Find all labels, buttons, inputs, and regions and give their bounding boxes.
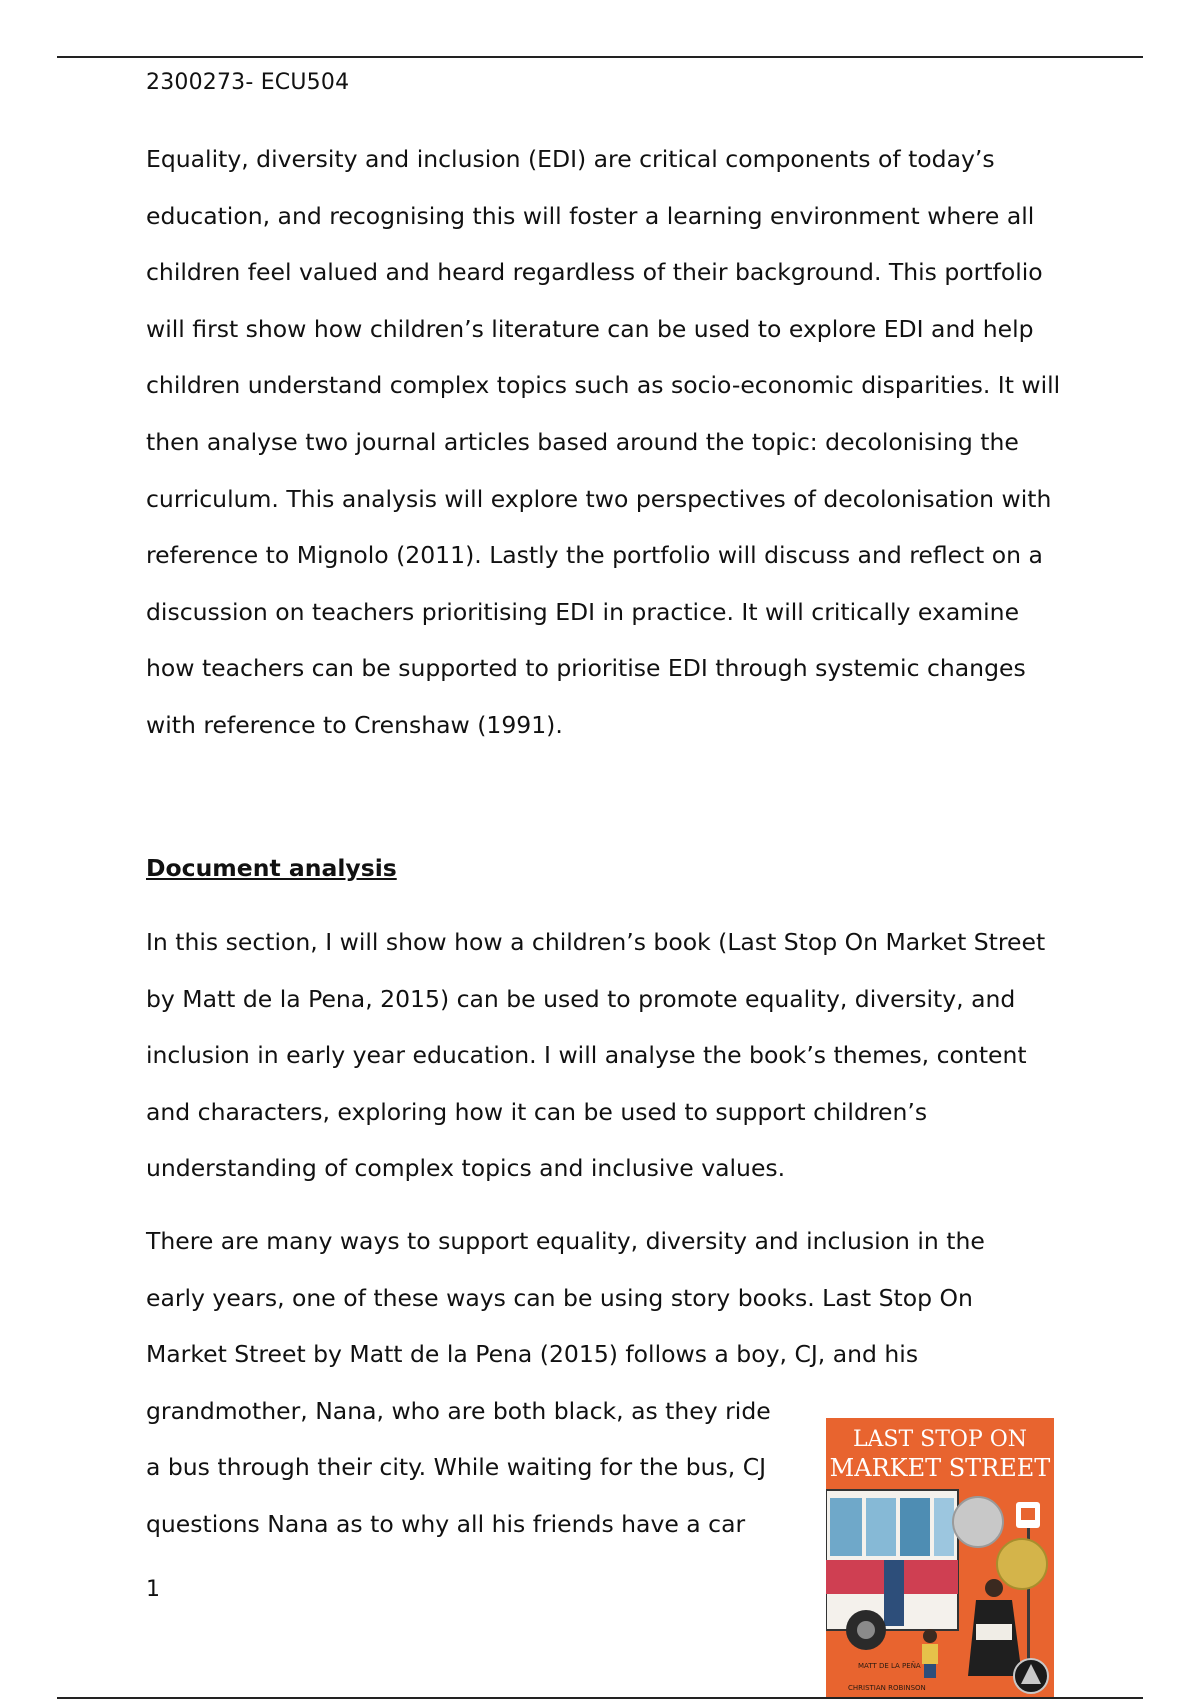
paragraph-line: early years, one of these ways can be using story books. Last Stop On xyxy=(146,1283,973,1312)
paragraph-line: Market Street by Matt de la Pena (2015) follows a boy, CJ, and his xyxy=(146,1340,919,1369)
header-rule xyxy=(57,56,1143,58)
bus-illustration xyxy=(826,1490,958,1650)
child-figure xyxy=(922,1629,938,1678)
intro-paragraph: Equality, diversity and inclusion (EDI) are critical components of today’s education, and recognising this will foster a learning environment where all children feel valued and heard regardless of their background. This portfolio will first show how children’s literature can be used to explore EDI and help children understand complex topics such as socio-economic disparities. It will then analyse two journal articles based around the topic: decolonising the curriculum. This analysis will explore two perspectives of decolonisation with reference to Mignolo (2011). Lastly the portfolio will discuss and reflect on a discussion on teachers prioritising EDI in practice. It will critically examine how teachers can be supported to prioritise EDI through systemic changes with reference to Crenshaw (1991). xyxy=(146,145,1061,739)
cover-illustrator-credit: CHRISTIAN ROBINSON xyxy=(848,1684,926,1692)
cover-title-line-1: LAST STOP ON xyxy=(852,1427,1028,1452)
paragraph-line: There are many ways to support equality, diversity and inclusion in the xyxy=(146,1227,985,1255)
cover-title-line-2: MARKET STREET xyxy=(829,1454,1051,1482)
paragraph-line: a bus through their city. While waiting for the bus, CJ xyxy=(146,1453,767,1482)
silver-medal-icon xyxy=(953,1497,1003,1547)
book-cover-image xyxy=(826,1418,1054,1698)
cover-author-credit: MATT DE LA PEÑA xyxy=(858,1662,921,1670)
document-header-id: 2300273- ECU504 xyxy=(146,70,350,95)
paragraph-line: questions Nana as to why all his friends have a car xyxy=(146,1509,746,1538)
section-heading-document-analysis: Document analysis xyxy=(146,854,397,882)
book-cover-illustration xyxy=(826,1418,1054,1698)
document-analysis-paragraph-1: In this section, I will show how a children’s book (Last Stop On Market Street by Matt de la Pena, 2015) can be used to promote equality, diversity, and inclusion in early year education. I will analyse the book’s themes, content and characters, exploring how it can be used to support children’s understanding of complex topics and inclusive values. xyxy=(146,928,1046,1183)
page-number: 1 xyxy=(146,1577,160,1602)
gold-medal-icon xyxy=(997,1539,1047,1589)
paragraph-line: grandmother, Nana, who are both black, as they ride xyxy=(146,1396,771,1425)
footer-rule xyxy=(57,1697,1143,1699)
